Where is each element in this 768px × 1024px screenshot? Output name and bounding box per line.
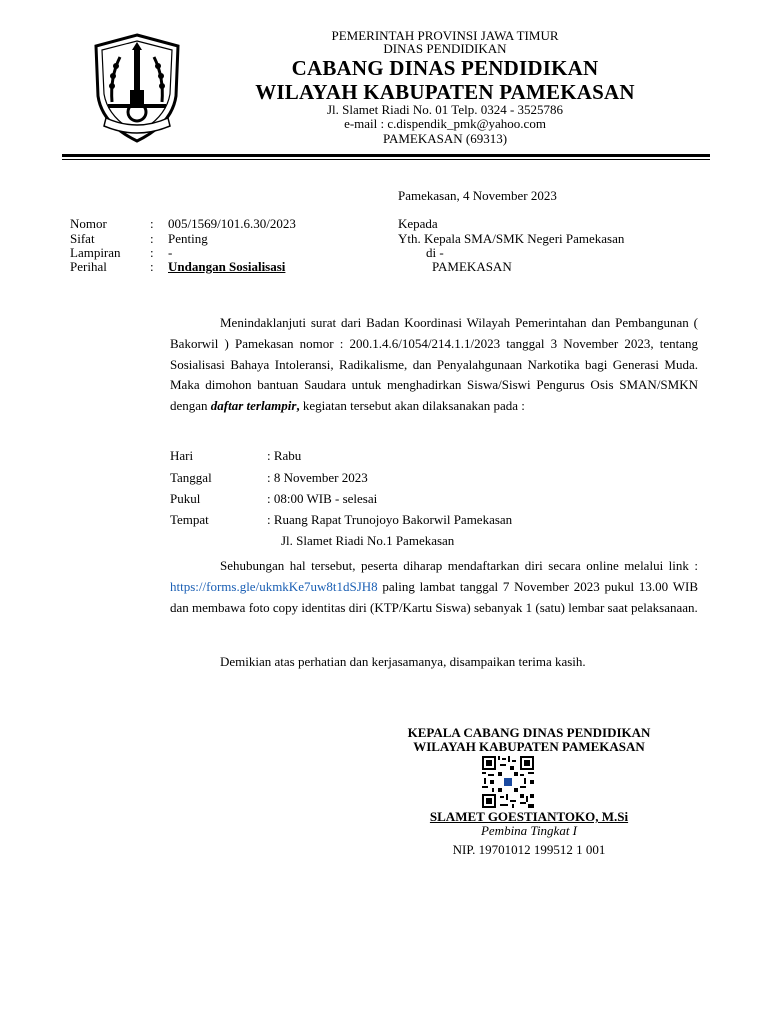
recipient-di: di - [426,245,444,260]
event-tempat-label: Tempat [170,512,209,527]
event-hari-value: : Rabu [267,448,302,463]
event-tempat-address: Jl. Slamet Riadi No.1 Pamekasan [281,533,455,548]
recipient-kepada: Kepada [398,216,438,231]
sifat-label: Sifat [70,231,95,246]
body-paragraph-3 [170,652,698,673]
body-paragraph-1 [170,313,698,417]
header-city: PAMEKASAN (69313) [382,131,508,146]
body-paragraph-3-text: Demikian atas perhatian dan kerjasamanya, disampaikan terima kasih. [220,654,586,669]
colon: : [150,216,154,231]
lampiran-value: - [168,245,173,260]
nomor-value: 005/1569/101.6.30/2023 [168,216,296,231]
event-tanggal-value: : 8 November 2023 [267,470,368,485]
registration-form-link[interactable]: https://forms.gle/ukmkKe7uw8t1dSJH8 [170,578,378,594]
signature-title-line2: WILAYAH KABUPATEN PAMEKASAN [413,739,645,754]
body-paragraph-2-text: Sehubungan hal tersebut, peserta diharap mendaftarkan diri secara online melalui link : [220,558,698,573]
nomor-label: Nomor [70,216,107,231]
qr-code-signature [482,756,534,808]
colon: : [150,259,154,274]
signature-title-line1: KEPALA CABANG DINAS PENDIDIKAN [407,725,651,740]
header-title-line2: WILAYAH KABUPATEN PAMEKASAN [255,80,635,104]
lampiran-label: Lampiran [70,245,121,260]
perihal-value: Undangan Sosialisasi [168,259,286,274]
recipient-place: PAMEKASAN [432,259,512,274]
event-pukul-value: : 08:00 WIB - selesai [267,491,378,506]
body-paragraph-1-comma: , [296,398,300,414]
colon: : [150,231,154,246]
signatory-rank: Pembina Tingkat I [480,823,578,838]
signatory-name: SLAMET GOESTIANTOKO, M.Si [429,809,629,824]
recipient-yth: Yth. Kepala SMA/SMK Negeri Pamekasan [398,231,625,246]
event-tanggal-label: Tanggal [170,470,212,485]
header-divider-thick [62,154,710,157]
east-java-coat-of-arms-logo [92,32,182,144]
body-paragraph-1-text: Menindaklanjuti surat dari Badan Koordinasi Wilayah Pemerintahan dan Pembangunan ( Bakorwil ) Pamekasan nomor : 200.1.4.6/1054/214.1.1/2023 tanggal 3 November 2023, tentang Sosialisasi Bahaya Intoleransi, Radikalisme, dan Penyalahgunaan Narkotika bagi Generasi Muda. Maka dimohon bantuan Saudara untuk menghadirkan Siswa/Siswi Pengurus Osis SMAN/SMKN dengan [170,315,698,414]
colon: : [150,245,154,260]
signatory-nip: NIP. 19701012 199512 1 001 [452,842,606,857]
perihal-label: Perihal [70,259,107,274]
header-government-line: PEMERINTAH PROVINSI JAWA TIMUR [331,28,559,43]
header-email: e-mail : c.dispendik_pmk@yahoo.com [344,116,546,131]
header-department-line: DINAS PENDIDIKAN [383,41,507,56]
header-divider-thin [62,159,710,160]
body-paragraph-1-tail: kegiatan tersebut akan dilaksanakan pada : [299,398,525,414]
sifat-value: Penting [168,231,208,246]
event-pukul-label: Pukul [170,491,201,506]
body-paragraph-1-emphasis: daftar terlampir [210,398,297,414]
header-address: Jl. Slamet Riadi No. 01 Telp. 0324 - 3525786 [326,102,564,117]
event-tempat-value: : Ruang Rapat Trunojoyo Bakorwil Pamekasan [267,512,513,527]
letter-date: Pamekasan, 4 November 2023 [398,188,557,203]
body-paragraph-2-tail: paling lambat tanggal 7 November 2023 pukul 13.00 WIB dan membawa foto copy identitas diri (KTP/Kartu Siswa) sebanyak 1 (satu) lembar saat pelaksanaan. [170,578,698,615]
event-hari-label: Hari [170,448,194,463]
body-paragraph-2 [170,556,698,618]
header-title-line1: CABANG DINAS PENDIDIKAN [291,56,599,80]
